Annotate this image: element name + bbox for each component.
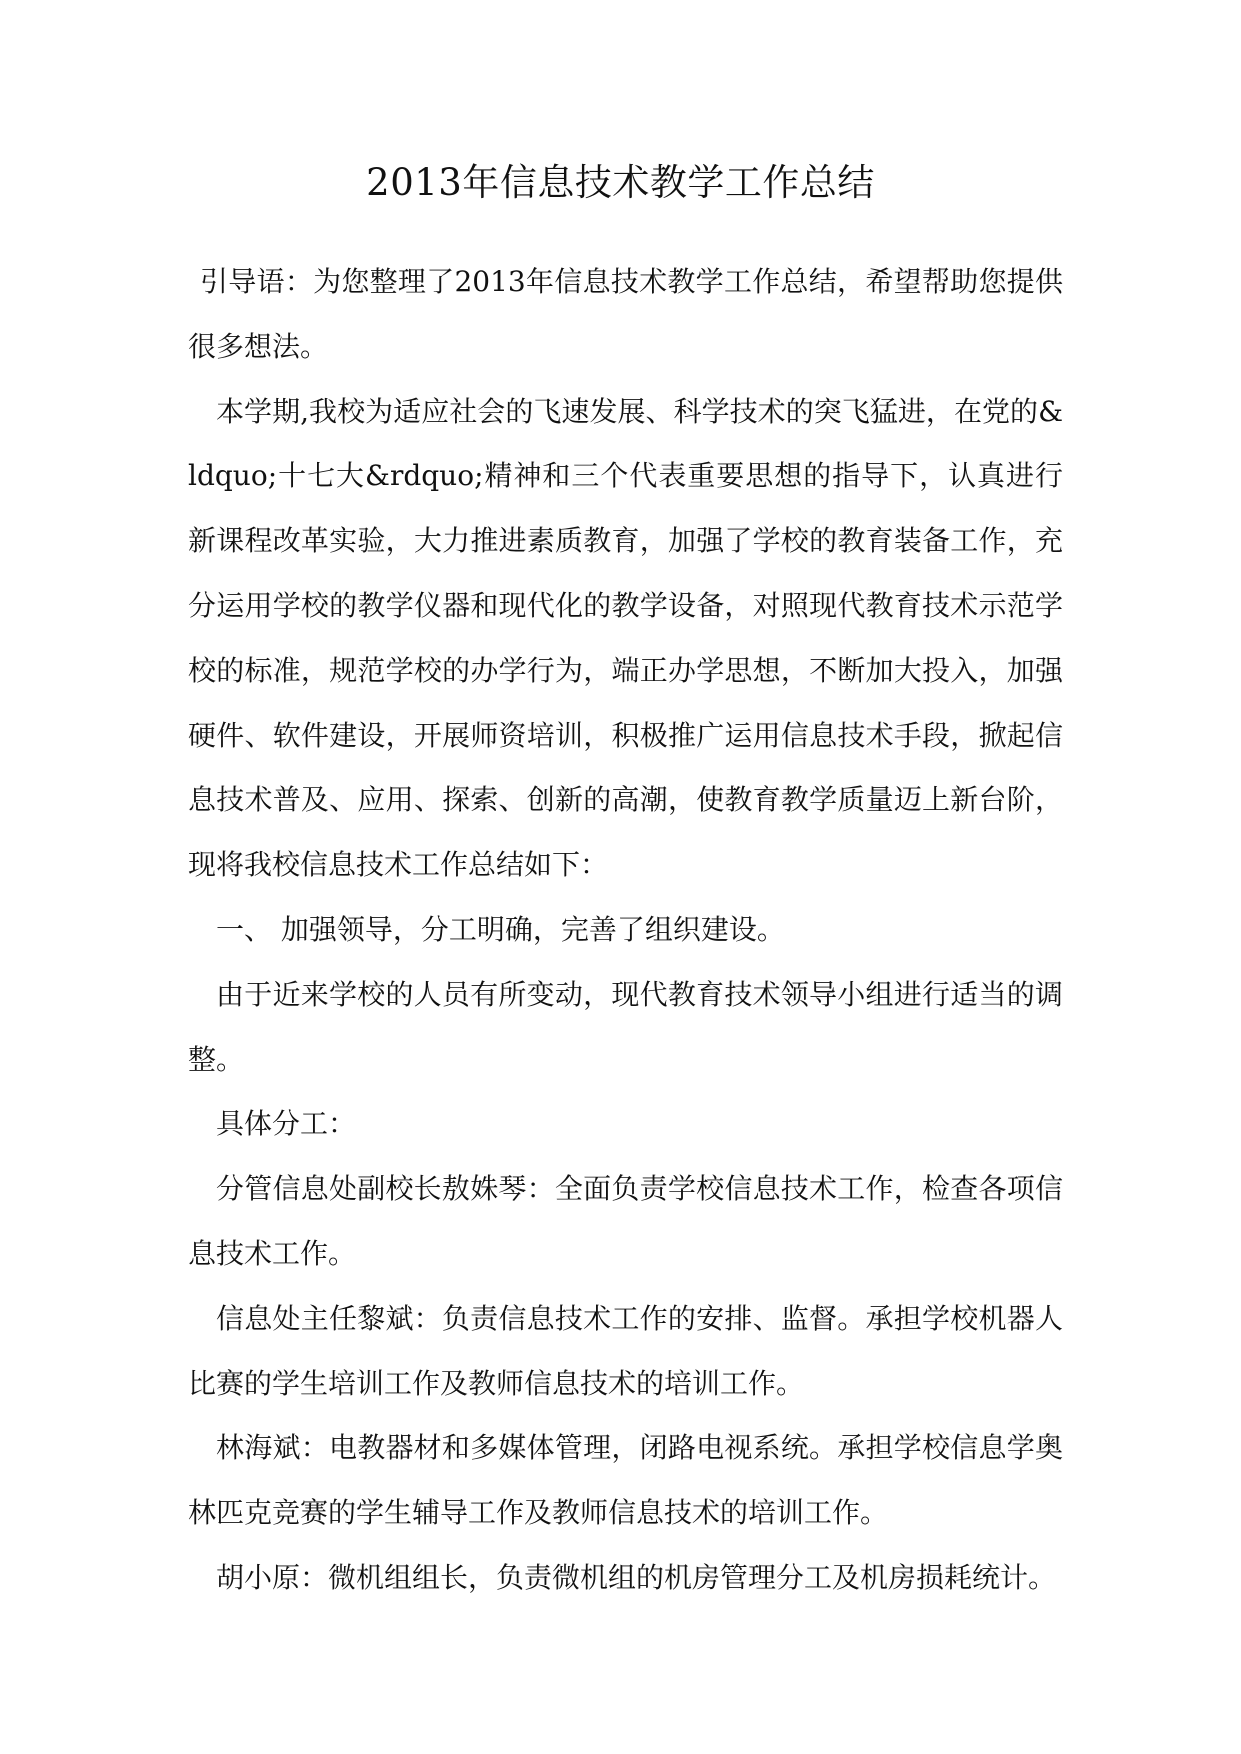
duty-paragraph-vice-principal: 分管信息处副校长敖姝琴：全面负责学校信息技术工作，检查各项信息技术工作。 [188, 1172, 1063, 1270]
intro-paragraph: 引导语：为您整理了2013年信息技术教学工作总结，希望帮助您提供很多想法。 [188, 265, 1063, 363]
document-title: 2013年信息技术教学工作总结 [366, 161, 875, 204]
division-heading: 具体分工： [216, 1107, 357, 1141]
duty-paragraph-lin: 林海斌：电教器材和多媒体管理，闭路电视系统。承担学校信息学奥林匹克竞赛的学生辅导工作及教师信息技术的培训工作。 [188, 1431, 1063, 1530]
overview-paragraph: 本学期,我校为适应社会的飞速发展、科学技术的突飞猛进，在党的&ldquo;十七大&rdquo;精神和三个代表重要思想的指导下，认真进行新课程改革实验，大力推进素质教育，加强了学校的教育装备工作，充分运用学校的教学仪器和现代化的教学设备，对照现代教育技术示范学校的标准，规范学校的办学行为，端正办学思想，不断加大投入，加强硬件、软件建设，开展师资培训，积极推广运用信息技术手段，掀起信息技术普及、应用、探索、创新的高潮，使教育教学质量迈上新台阶，现将我校信息技术工作总结如下： [188, 394, 1063, 882]
adjustment-paragraph: 由于近来学校的人员有所变动，现代教育技术领导小组进行适当的调整。 [188, 977, 1063, 1076]
duty-paragraph-director: 信息处主任黎斌：负责信息技术工作的安排、监督。承担学校机器人比赛的学生培训工作及教师信息技术的培训工作。 [188, 1301, 1063, 1400]
document-body [188, 250, 1063, 1611]
duty-paragraph-hu: 胡小原：微机组组长，负责微机组的机房管理分工及机房损耗统计。 [216, 1560, 1057, 1594]
section-heading-one: 一、 加强领导，分工明确，完善了组织建设。 [216, 912, 785, 946]
